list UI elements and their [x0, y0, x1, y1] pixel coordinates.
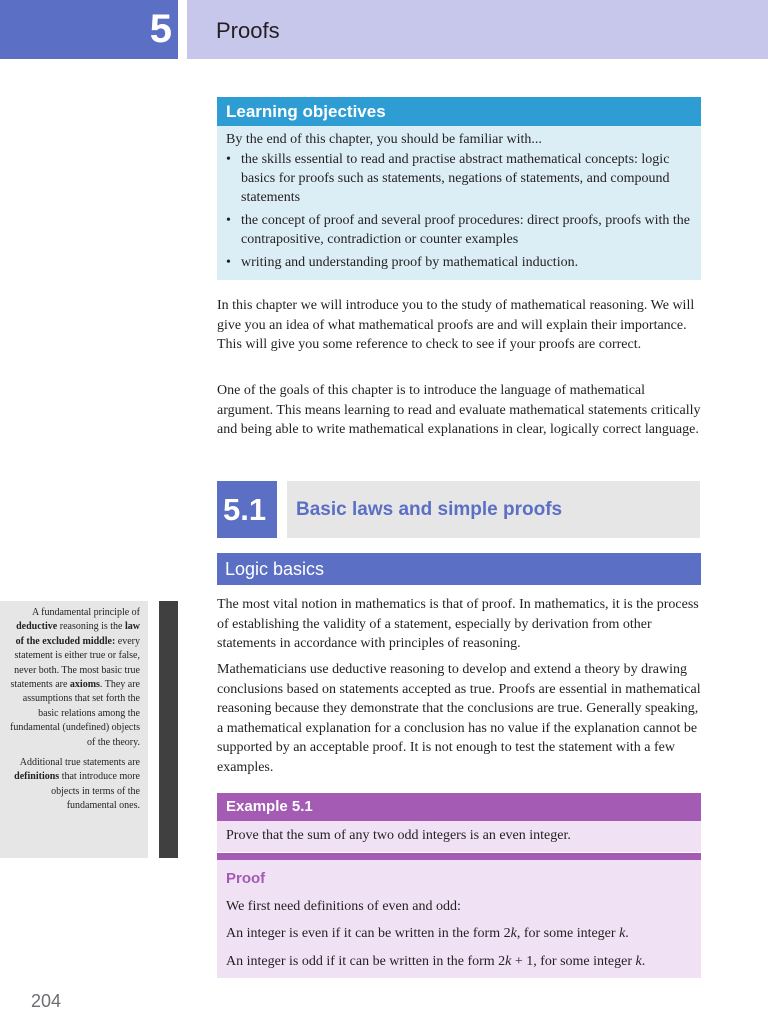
- subsection-title: Logic basics: [225, 559, 325, 579]
- subsection-bar: [217, 553, 701, 585]
- learning-objectives-intro: By the end of this chapter, you should be familiar with...: [226, 132, 542, 147]
- sidebar-text: every statement is either true or false, never both. The most basic true statements are: [10, 635, 140, 691]
- proof-line: [226, 952, 645, 971]
- sidebar-term: definitions: [14, 771, 60, 783]
- learning-objectives-title: Learning objectives: [217, 97, 701, 126]
- example-statement: Prove that the sum of any two odd integers is an even integer.: [226, 828, 571, 843]
- sidebar-term: deductive: [16, 621, 58, 633]
- learning-objectives-list: [226, 150, 691, 272]
- math-variable: k: [619, 926, 626, 941]
- proof-text: An integer is even if it can be written in the form 2: [226, 926, 511, 941]
- proof-text: .: [641, 954, 646, 969]
- math-variable: k: [510, 926, 517, 941]
- sidebar-text: . They are assumptions that set forth the basic relations among the fundamental (undefined) objects of the theory.: [10, 679, 140, 748]
- example-title: Example 5.1: [226, 798, 313, 815]
- section-number: 5.1: [223, 492, 267, 527]
- sidebar-rule: [159, 601, 178, 858]
- objective-item: • writing and understanding proof by mathematical induction.: [226, 253, 691, 272]
- section-title: Basic laws and simple proofs: [296, 499, 563, 520]
- sidebar-text: Additional true statements are: [19, 757, 140, 769]
- sidebar-note-text: [8, 606, 140, 814]
- section-number-box: [217, 481, 277, 538]
- body-paragraph: Mathematicians use deductive reasoning to develop and extend a theory by drawing conclusions based on statements accepted as true. Proofs are essential in mathematical reasoning because they demonstrate that the conclusions are true. Generally speaking, a mathematical explanation for a conclusion has no value if the explanation cannot be supported by an acceptable proof. It is not enough to test the statement with a few examples.: [217, 662, 701, 775]
- sidebar-text: A fundamental principle of: [31, 607, 140, 618]
- math-variable: k: [635, 954, 642, 969]
- sidebar-note: [0, 601, 148, 858]
- chapter-number: 5: [149, 7, 172, 51]
- chapter-title-bar: [187, 0, 768, 59]
- intro-paragraph: In this chapter we will introduce you to the study of mathematical reasoning. We will give you an idea of what mathematical proofs are and will explain their importance. This will give you some reference to check to see if your proofs are correct.: [217, 298, 695, 352]
- sidebar-paragraph: [8, 606, 140, 750]
- sidebar-text: that introduce more objects in terms of the fundamental ones.: [51, 771, 140, 812]
- page-number: 204: [31, 991, 62, 1011]
- chapter-title: Proofs: [216, 18, 280, 43]
- example-separator: [217, 853, 701, 860]
- sidebar-term: axioms: [69, 679, 100, 691]
- example-box: [217, 821, 701, 852]
- learning-objectives-body: [217, 126, 701, 272]
- proof-text: We first need definitions of even and odd:: [226, 899, 461, 914]
- section-title-bar: [287, 481, 700, 538]
- sidebar-term: law of the excluded middle:: [15, 621, 140, 647]
- proof-text: , for some integer: [516, 926, 620, 941]
- chapter-number-box: [0, 0, 178, 59]
- proof-box: [217, 860, 701, 978]
- proof-title: Proof: [226, 870, 266, 887]
- sidebar-paragraph: [8, 756, 140, 814]
- learning-objectives-box: [217, 97, 701, 280]
- proof-text: + 1, for some integer: [511, 954, 636, 969]
- objective-item: • the skills essential to read and practise abstract mathematical concepts: logic basics for proofs such as statements, negations of statements, and compound statements: [226, 150, 691, 207]
- proof-text: An integer is odd if it can be written in the form 2: [226, 954, 506, 969]
- sidebar-text: reasoning is the: [57, 621, 125, 633]
- objective-item: • the concept of proof and several proof procedures: direct proofs, proofs with the contrapositive, contradiction or counter examples: [226, 211, 691, 249]
- math-variable: k: [505, 954, 512, 969]
- intro-paragraph: One of the goals of this chapter is to introduce the language of mathematical argument. This means learning to read and evaluate mathematical statements critically and being able to write mathematical explanations in clear, logically correct language.: [217, 383, 701, 437]
- example-header: [217, 793, 701, 821]
- proof-text: .: [625, 926, 629, 941]
- body-paragraph: The most vital notion in mathematics is that of proof. In mathematics, it is the process of establishing the validity of a statement, especially by derivation from other statements in accordance with principles of reasoning.: [217, 597, 699, 651]
- proof-line: [226, 924, 629, 943]
- proof-line: [226, 897, 461, 916]
